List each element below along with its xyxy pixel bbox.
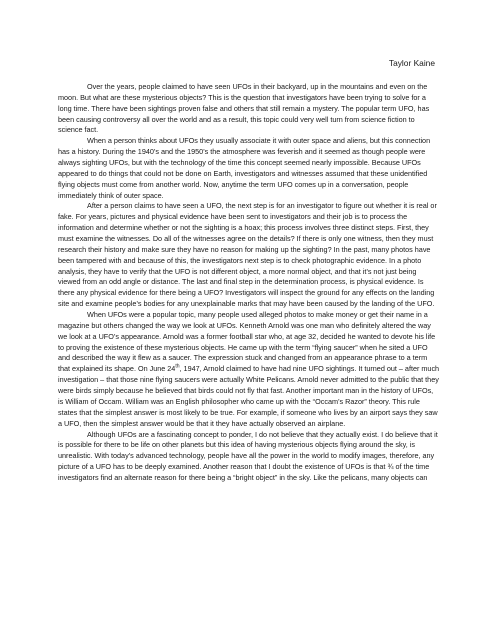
paragraph-notable-figures: When UFOs were a popular topic, many people used alleged photos to make money or get their name in a magazine but others changed the way we look at UFOs. Kenneth Arnold was one man who definitely altered the way we look at a UFO’s appearance. Arnold was a former football star who, at age 32, decided he wanted to devote his life to proving the existence of these mysterious objects. He came up with the term “flying saucer” when he sited a UFO and described the way it flew as a saucer. The expression stuck and changed from an appearance phrase to a term that explained its shape. On June 24th, 1947, Arnold claimed to have had nine UFO sightings. It turned out – after much investigation – that those nine flying saucers were actually White Pelicans. Arnold never admitted to the public that they were birds simply because he believed that birds could not fly that fast. Another important man in the history of UFOs, is William of Occam. William was an English philosopher who came up with the “Occam’s Razor” theory. This rule states that the simplest answer is most likely to be true. For example, if someone who lives by an airport says they saw a UFO, then the simplest answer would be that it they have actually observed an airplane. (58, 310, 440, 428)
ordinal-suffix: th (175, 363, 180, 370)
paragraph-intro: Over the years, people claimed to have seen UFOs in their backyard, up in the mountains and even on the moon. But what are these mysterious objects? This is the question that investigators have been trying to solve for a long time. There have been sightings proven false and others that still remain a mystery. The popular term UFO, has been causing controversy all over the world and as a result, this topic could very well turn from science fiction to science fact. (58, 82, 430, 135)
author-name: Taylor Kaine (388, 58, 435, 68)
paragraph-investigation: After a person claims to have seen a UFO, the next step is for an investigator to figure out whether it is real or fake. For years, pictures and physical evidence have been sent to investigators and their job is to process the information and determine whether or not the sighting is a hoax; this process involves three distinct steps. First, they must examine the witnesses. Do all of the witnesses agree on the details? If there is only one witness, then they must research their history and make sure they have no reason for making up the sighting? In the past, many photos have been tampered with and because of this, the investigators next step is to check photographic evidence. In a photo analysis, they have to verify that the UFO is not different object, a more normal object, and that it’s not just being viewed from an odd angle or distance. The last and final step in the determination process, is physical evidence. Is there any physical evidence for there being a UFO? Investigators will inspect the ground for any effects on the landing site and examine people’s bodies for any unexplainable marks that may have been caused by the landing of the UFO. (58, 201, 437, 309)
paragraph-opinion: Although UFOs are a fascinating concept to ponder, I do not believe that they actually exist. I do believe that it is possible for there to be life on other planets but this idea of having mysterious objects flying around the sky, is unrealistic. With today’s advanced technology, people have all the power in the world to modify images, therefore, any picture of a UFO has to be deeply examined. Another reason that I doubt the existence of UFOs is that ¾ of the time investigators find an alternate reason for there being a “bright object” in the sky. Like the pelicans, many objects can (58, 429, 438, 482)
essay-body (58, 82, 440, 484)
paragraph-history: When a person thinks about UFOs they usually associate it with outer space and aliens, but this connection has a history. During the 1940’s and the 1950’s the atmosphere was feverish and it seemed as though people were always sighting UFOs, but with the technology of the time this concept seemed nearly impossible. Because UFOs appeared to do things that could not be done on Earth, investigators and witnesses assumed that these unidentified flying objects must come from another world. Now, anytime the term UFO comes up in a conversation, people immediately think of outer space. (58, 136, 431, 200)
